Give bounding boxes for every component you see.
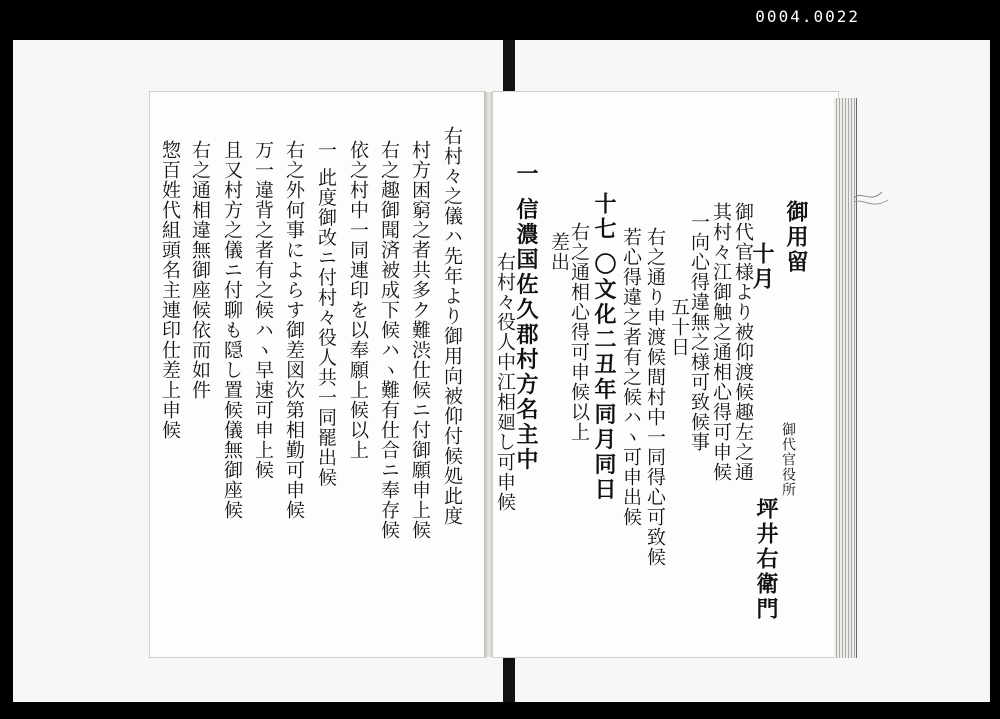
month-heading: 十月 bbox=[749, 242, 775, 292]
right-col-g: 差出 bbox=[548, 232, 570, 272]
right-col-f: 右之通相心得可申候以上 bbox=[568, 222, 590, 442]
date-line: 十七 〇文化二丑年同月同日 bbox=[591, 192, 617, 503]
binding-thread-icon bbox=[852, 180, 892, 220]
right-col-d: 右之通り申渡候間村中一同得心可致候 bbox=[644, 227, 666, 567]
left-col-1: 右村々之儀ハ先年より御用向被仰付候処此度 bbox=[441, 126, 463, 526]
left-col-3: 右之趣御聞済被成下候ハヽ難有仕合ニ奉存候 bbox=[378, 140, 400, 540]
left-col-8: 且又村方之儀ニ付聊も隠し置候儀無御座候 bbox=[221, 140, 243, 520]
left-col-5: 一 此度御改ニ付村々役人共一同罷出候 bbox=[315, 140, 337, 488]
signature-name: 坪井右衛門 bbox=[753, 497, 779, 622]
left-col-10: 惣百姓代組頭名主連印仕差上申候 bbox=[159, 140, 181, 440]
left-col-6: 右之外何事によらす御差図次第相勤可申候 bbox=[283, 140, 305, 520]
left-col-9: 右之通相違無御座候依而如件 bbox=[189, 140, 211, 400]
left-col-7: 万一違背之者有之候ハヽ早速可申上候 bbox=[252, 140, 274, 480]
left-col-2: 村方困窮之者共多ク難渋仕候ニ付御願申上候 bbox=[409, 140, 431, 540]
month-heading-2: 五十日 bbox=[668, 297, 690, 357]
right-col-i: 右村々役人中江相廻し可申候 bbox=[494, 252, 516, 512]
right-col-c: 一向心得違無之様可致候事 bbox=[688, 212, 710, 452]
right-page bbox=[493, 92, 838, 657]
frame-counter: 0004.0022 bbox=[755, 7, 860, 26]
right-col-e: 若心得違之者有之候ハヽ可申出候 bbox=[620, 227, 642, 527]
left-col-4: 依之村中一同連印を以奉願上候以上 bbox=[347, 140, 369, 460]
right-col-a: 御代官様より被仰渡候趣左之通 bbox=[732, 202, 754, 482]
right-col-b: 其村々江御触之通相心得可申候 bbox=[710, 202, 732, 482]
signature-title: 御代官役所 bbox=[780, 422, 796, 497]
right-header: 御用留 bbox=[783, 200, 809, 275]
right-col-h: 一 信濃国佐久郡村方名主中 bbox=[513, 162, 539, 473]
left-page bbox=[150, 92, 485, 657]
